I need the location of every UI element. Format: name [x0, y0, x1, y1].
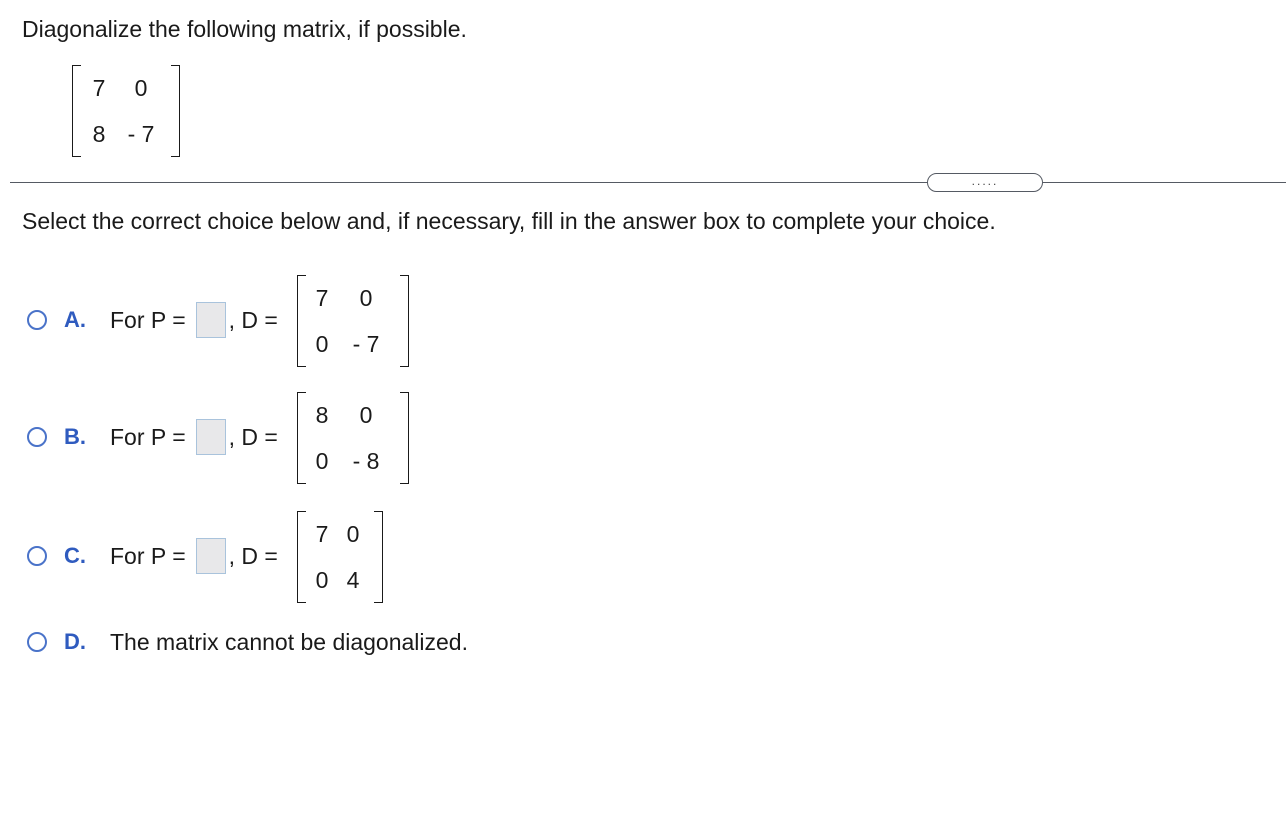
- choice-a[interactable]: [27, 305, 278, 335]
- choice-d-letter: D.: [64, 629, 86, 654]
- choice-c-p-answer-box[interactable]: [196, 538, 226, 574]
- matrix-cell: 8: [92, 120, 106, 147]
- choice-b-d-matrix: [297, 392, 409, 484]
- matrix-right-bracket: [400, 275, 409, 367]
- choice-c-d-label: , D =: [228, 542, 278, 569]
- choice-c-for-p-label: For P =: [110, 542, 186, 569]
- choice-b[interactable]: [27, 422, 278, 452]
- choice-d-radio[interactable]: [27, 632, 47, 652]
- choice-a-p-answer-box[interactable]: [196, 302, 226, 338]
- choice-b-for-p-label: For P =: [110, 423, 186, 450]
- matrix-right-bracket: [400, 392, 409, 484]
- matrix-cell: 7: [315, 520, 329, 547]
- matrix-left-bracket: [297, 511, 306, 603]
- choice-b-radio[interactable]: [27, 427, 47, 447]
- question-matrix: [72, 65, 180, 157]
- section-divider: [10, 182, 1286, 183]
- matrix-cell: - 7: [127, 120, 155, 147]
- matrix-cell: 0: [134, 74, 148, 101]
- choice-c-letter: C.: [64, 543, 86, 568]
- choice-a-radio[interactable]: [27, 310, 47, 330]
- choice-a-for-p-label: For P =: [110, 306, 186, 333]
- matrix-cell: 0: [315, 447, 329, 474]
- matrix-cell: 0: [359, 401, 373, 428]
- matrix-cell: 0: [359, 284, 373, 311]
- matrix-right-bracket: [374, 511, 383, 603]
- choice-c[interactable]: [27, 541, 278, 571]
- matrix-left-bracket: [297, 392, 306, 484]
- instruction-text: Select the correct choice below and, if necessary, fill in the answer box to complete your choice.: [22, 208, 996, 234]
- matrix-left-bracket: [72, 65, 81, 157]
- expand-more-button[interactable]: .....: [927, 173, 1043, 192]
- matrix-right-bracket: [171, 65, 180, 157]
- matrix-cell: 0: [315, 330, 329, 357]
- choice-b-p-answer-box[interactable]: [196, 419, 226, 455]
- matrix-cell: 0: [346, 520, 360, 547]
- matrix-left-bracket: [297, 275, 306, 367]
- choice-c-d-matrix: [297, 511, 383, 603]
- choice-a-letter: A.: [64, 307, 86, 332]
- matrix-cell: - 8: [352, 447, 380, 474]
- choice-b-d-label: , D =: [228, 423, 278, 450]
- question-prompt: Diagonalize the following matrix, if possible.: [22, 16, 467, 42]
- matrix-cell: 0: [315, 566, 329, 593]
- choice-d[interactable]: [27, 627, 468, 657]
- matrix-cell: 7: [315, 284, 329, 311]
- matrix-cell: - 7: [352, 330, 380, 357]
- choice-a-d-label: , D =: [228, 306, 278, 333]
- choice-b-letter: B.: [64, 424, 86, 449]
- matrix-cell: 4: [346, 566, 360, 593]
- choice-c-radio[interactable]: [27, 546, 47, 566]
- choice-a-d-matrix: [297, 275, 409, 367]
- matrix-cell: 7: [92, 74, 106, 101]
- choice-d-text: The matrix cannot be diagonalized.: [110, 628, 468, 655]
- matrix-cell: 8: [315, 401, 329, 428]
